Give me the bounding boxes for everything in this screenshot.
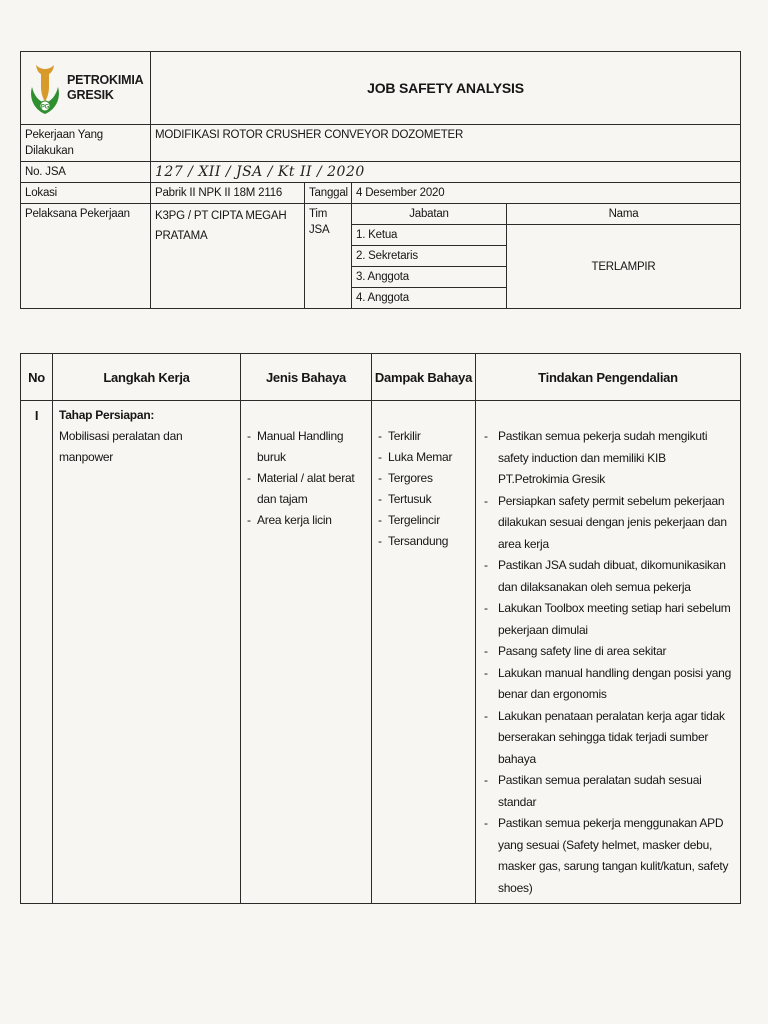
pekerjaan-value: MODIFIKASI ROTOR CRUSHER CONVEYOR DOZOMETER — [151, 125, 741, 162]
jenis-bahaya-cell — [241, 401, 372, 904]
pelaksana-label: Pelaksana Pekerjaan — [21, 204, 151, 309]
nojsa-value: 127 / XII / JSA / Kt II / 2020 — [151, 162, 741, 183]
control-measure-item: - Pastikan semua pekerja sudah mengikuti safety induction dan memiliki KIB PT.Petrokimia Gresik — [482, 426, 734, 491]
tanggal-label: Tanggal — [305, 183, 352, 204]
impact-item: - Tergelincir — [378, 510, 469, 531]
control-measure-item: - Pastikan semua peralatan sudah sesuai standar — [482, 770, 734, 813]
nama-header: Nama — [507, 204, 741, 225]
impact-item: - Terkilir — [378, 426, 469, 447]
document-title: JOB SAFETY ANALYSIS — [151, 52, 741, 125]
nama-terlampir: TERLAMPIR — [507, 225, 741, 309]
jabatan-header: Jabatan — [352, 204, 507, 225]
impact-item: - Tersandung — [378, 531, 469, 552]
dampak-bahaya-cell — [372, 401, 476, 904]
pelaksana-value: K3PG / PT CIPTA MEGAH PRATAMA — [151, 204, 305, 309]
table-header-row — [21, 354, 741, 401]
petrokimia-bull-logo — [27, 59, 63, 117]
col-header-tindakan-pengendalian: Tindakan Pengendalian — [476, 354, 741, 401]
jabatan-ketua: 1. Ketua — [352, 225, 507, 246]
jabatan-anggota-2: 4. Anggota — [352, 288, 507, 309]
jsa-steps-table — [20, 353, 741, 904]
control-measure-item: - Lakukan manual handling dengan posisi yang benar dan ergonomis — [482, 663, 734, 706]
row-number: I — [21, 401, 53, 904]
col-header-jenis-bahaya: Jenis Bahaya — [241, 354, 372, 401]
control-measure-item: - Pasang safety line di area sekitar — [482, 641, 734, 663]
tanggal-value: 4 Desember 2020 — [352, 183, 741, 204]
jabatan-sekretaris: 2. Sekretaris — [352, 246, 507, 267]
control-measure-item: - Persiapkan safety permit sebelum pekerjaan dilakukan sesuai dengan jenis pekerjaan dan area kerja — [482, 491, 734, 556]
hazard-item: - Manual Handling buruk — [247, 426, 365, 468]
stage-title: Tahap Persiapan: — [59, 408, 155, 422]
impact-item: - Tergores — [378, 468, 469, 489]
control-measure-item: - Lakukan penataan peralatan kerja agar tidak berserakan sehingga tidak terjadi sumber bahaya — [482, 706, 734, 771]
hazard-item: - Area kerja licin — [247, 510, 365, 531]
control-measure-item: - Pastikan semua pekerja menggunakan APD yang sesuai (Safety helmet, masker debu, masker gas, sarung tangan kulit/katun, safety shoes) — [482, 813, 734, 899]
nojsa-label: No. JSA — [21, 162, 151, 183]
table-row — [21, 401, 741, 904]
impact-item: - Tertusuk — [378, 489, 469, 510]
hazard-item: - Material / alat berat dan tajam — [247, 468, 365, 510]
company-logo-cell — [21, 52, 151, 125]
step-description: Mobilisasi peralatan dan manpower — [59, 429, 183, 464]
col-header-langkah-kerja: Langkah Kerja — [53, 354, 241, 401]
company-name-line1: PETROKIMIA — [67, 73, 144, 87]
company-name-line2: GRESIK — [67, 88, 114, 102]
lokasi-label: Lokasi — [21, 183, 151, 204]
tindakan-pengendalian-cell — [476, 401, 741, 904]
logo-badge-text: PG — [40, 104, 50, 111]
jsa-header-table — [20, 51, 741, 309]
pekerjaan-label: Pekerjaan Yang Dilakukan — [21, 125, 151, 162]
jabatan-anggota-1: 3. Anggota — [352, 267, 507, 288]
control-measure-item: - Lakukan Toolbox meeting setiap hari sebelum pekerjaan dimulai — [482, 598, 734, 641]
control-measure-item: - Pastikan JSA sudah dibuat, dikomunikasikan dan dilaksanakan oleh semua pekerja — [482, 555, 734, 598]
col-header-dampak-bahaya: Dampak Bahaya — [372, 354, 476, 401]
tim-jsa-label: Tim JSA — [305, 204, 352, 309]
lokasi-value: Pabrik II NPK II 18M 2116 — [151, 183, 305, 204]
langkah-kerja-cell — [53, 401, 241, 904]
col-header-no: No — [21, 354, 53, 401]
impact-item: - Luka Memar — [378, 447, 469, 468]
